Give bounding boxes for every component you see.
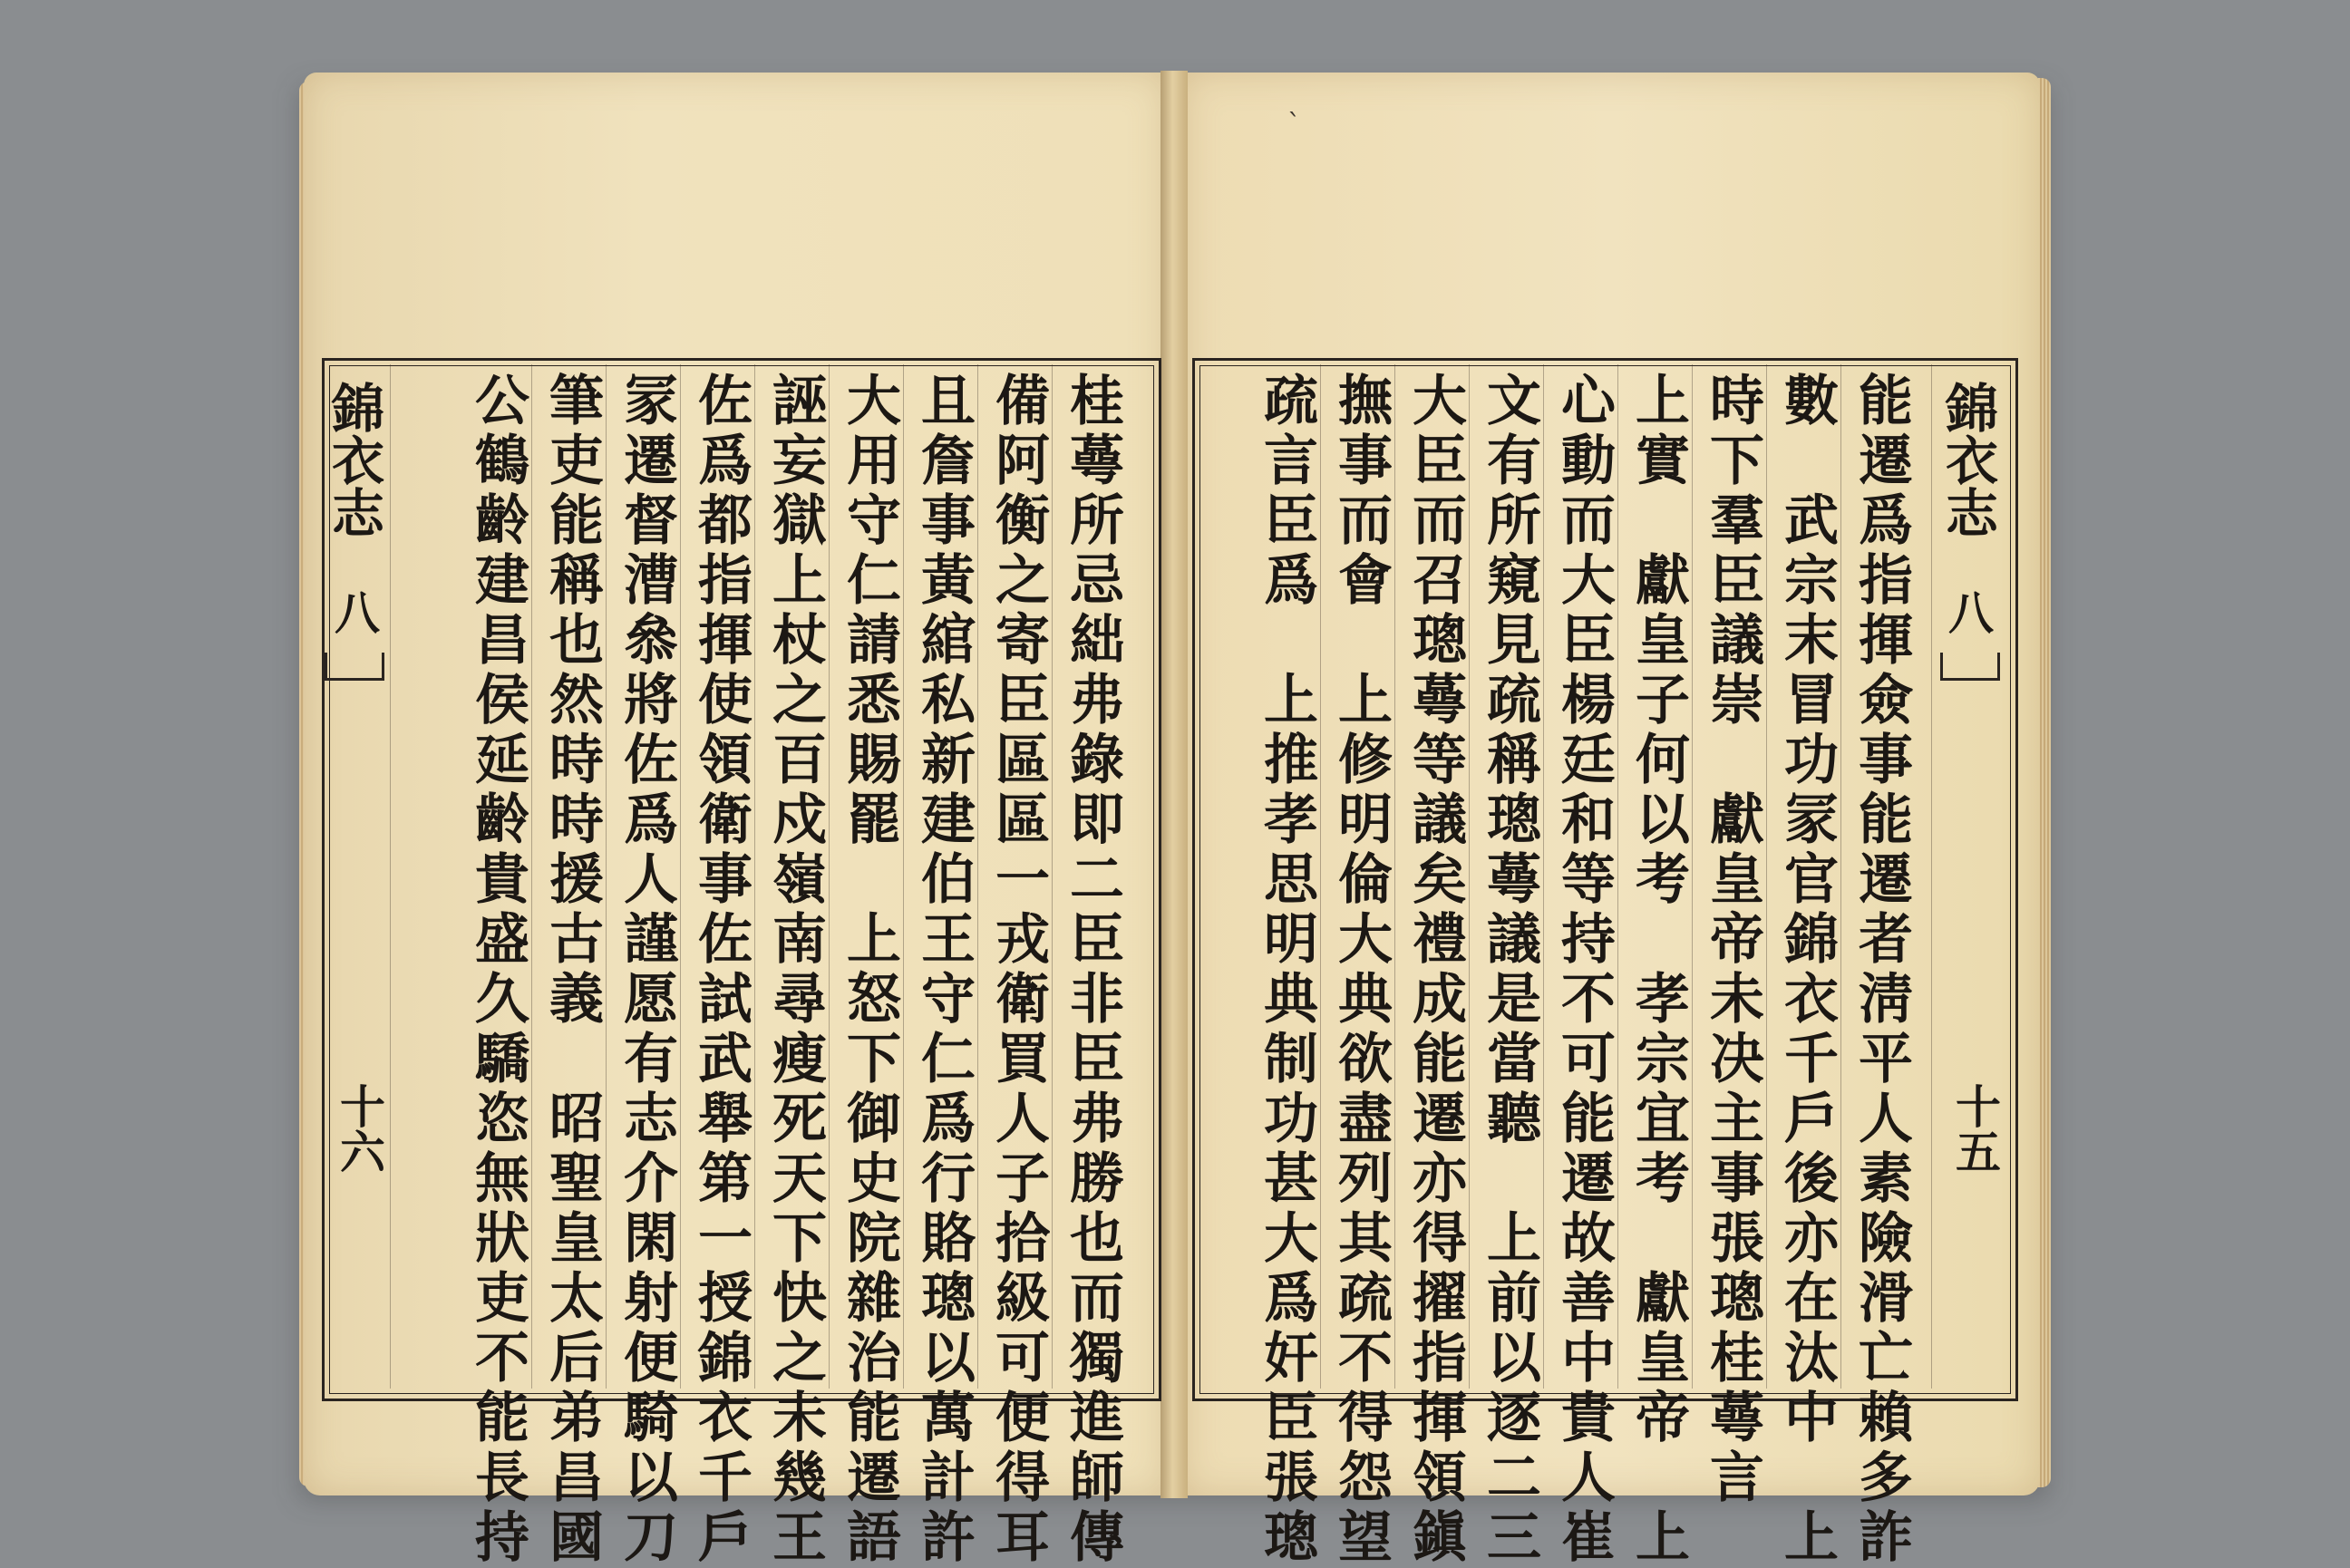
right-column-rule xyxy=(1394,364,1395,1389)
left-column-rule xyxy=(390,364,391,1389)
right-text-column-5: 心動而大臣楊廷和等持不可能遷故善中貴人崔 xyxy=(1552,372,1616,1568)
right-text-column-4: 上實 獻皇子何以考 孝宗宜考 獻皇帝 上 xyxy=(1627,372,1690,1568)
right-column-rule xyxy=(1543,364,1544,1389)
left-column-rule xyxy=(977,364,978,1389)
right-column-rule xyxy=(1320,364,1321,1389)
right-column-rule xyxy=(1617,364,1618,1389)
right-folio: 十五 xyxy=(1948,1083,2002,1174)
left-margin-juan: 八 xyxy=(327,589,381,634)
left-fishtail xyxy=(325,653,384,681)
left-text-column-1: 桂蕚所忌絀弗錄即二臣非臣弗勝也而獨進師傳 xyxy=(1061,372,1124,1568)
right-column-rule xyxy=(1931,364,1932,1389)
left-text-column-2: 備阿衡之寄臣區區一戎衛買人子拾級可便得耳 xyxy=(986,372,1050,1568)
left-text-column-7: 冡遷督漕叅將佐爲人謹愿有志介閑射便騎以刀 xyxy=(615,372,678,1568)
right-text-column-3: 時下羣臣議崇 獻皇帝未决主事張璁桂蕚言 xyxy=(1701,372,1764,1508)
right-text-column-9: 疏言臣爲 上推孝思明典制功甚大爲奸臣張璁 xyxy=(1255,372,1318,1568)
left-margin-title: 錦衣志 xyxy=(323,381,384,538)
left-column-rule xyxy=(754,364,755,1389)
book-gutter xyxy=(1160,71,1188,1498)
right-column-rule xyxy=(1766,364,1767,1389)
right-margin-juan: 八 xyxy=(1941,589,1995,634)
left-text-column-3: 且詹事黃綰私新建伯王守仁爲行賂璁以萬計許 xyxy=(912,372,976,1568)
right-column-rule xyxy=(1840,364,1841,1389)
right-column-rule xyxy=(1692,364,1693,1389)
left-text-column-5: 誣妄獄上杖之百戍嶺南尋瘦死天下快之未幾王 xyxy=(763,372,827,1568)
right-fishtail xyxy=(1940,653,2000,681)
right-text-column-8: 撫事而會 上修明倫大典欲盡列其疏不得怨望 xyxy=(1329,372,1393,1568)
left-folio: 十六 xyxy=(333,1083,386,1174)
left-column-rule xyxy=(606,364,607,1389)
right-text-column-7: 大臣而召璁蕚等議矣禮成能遷亦得擢指揮領鎭 xyxy=(1403,372,1467,1568)
right-text-column-6: 文有所窺見疏稱璁蕚議是當聽 上前以逐二三 xyxy=(1478,372,1541,1568)
right-text-column-1: 能遷爲指揮僉事能遷者淸平人素險滑亡賴多詐 xyxy=(1850,372,1913,1568)
right-margin-title: 錦衣志 xyxy=(1937,381,1998,538)
left-text-column-9: 公鶴齡建昌侯延齡貴盛久驕恣無狀吏不能長持 xyxy=(466,372,529,1568)
left-text-column-6: 佐爲都指揮使領衛事佐試武舉第一授錦衣千戶 xyxy=(689,372,753,1568)
ink-mark: ˋ xyxy=(1287,109,1301,140)
left-column-rule xyxy=(829,364,830,1389)
left-column-rule xyxy=(531,364,532,1389)
left-column-rule xyxy=(680,364,681,1389)
left-text-column-8: 筆吏能稱也然時時援古義 昭聖皇太后弟昌國 xyxy=(540,372,604,1568)
right-text-column-2: 數 武宗末冒功冡官錦衣千戶後亦在汰中 上 xyxy=(1775,372,1839,1568)
left-column-rule xyxy=(1052,364,1053,1389)
right-column-rule xyxy=(1469,364,1470,1389)
left-column-rule xyxy=(903,364,904,1389)
left-text-column-4: 大用守仁請悉賜罷 上怒下御史院雜治能遷語 xyxy=(838,372,901,1568)
